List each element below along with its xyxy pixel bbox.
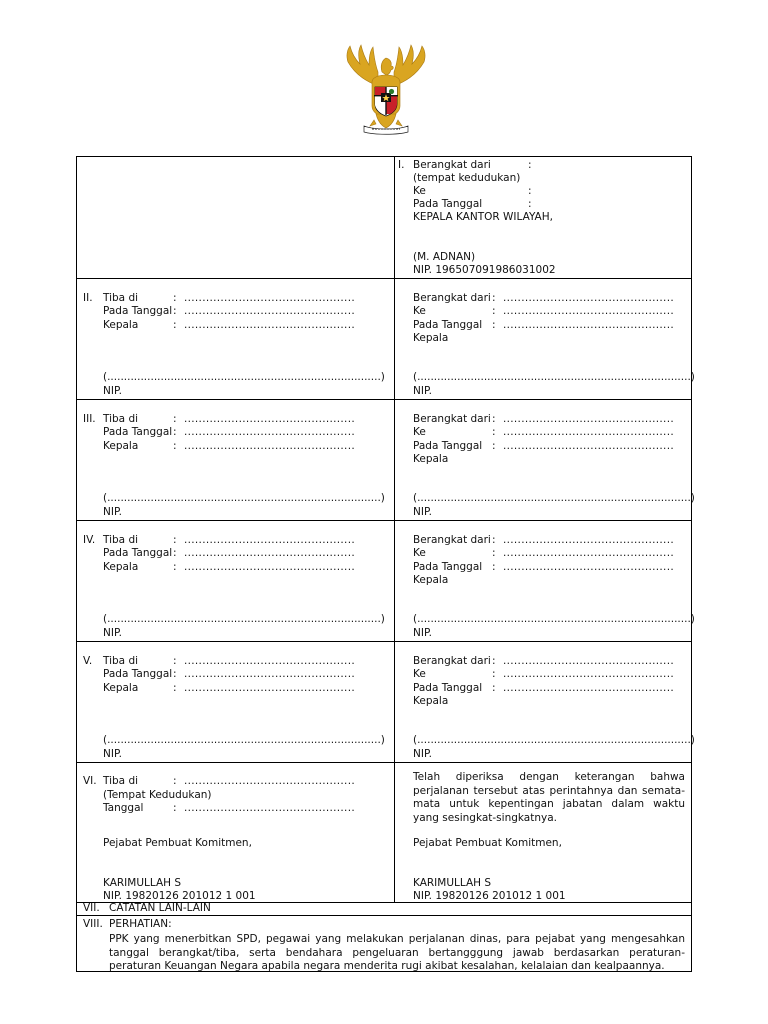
colon: : <box>173 426 177 438</box>
section-number: VIII. <box>83 918 103 930</box>
fill-line: ............................................... <box>184 440 355 452</box>
section-7-row <box>77 903 691 916</box>
signature-line: (..................................................................................) <box>413 734 695 746</box>
signatory-name: KARIMULLAH S <box>413 877 492 889</box>
fill-line: ............................................... <box>184 775 355 787</box>
section-1-empty-cell <box>77 157 395 278</box>
fill-line: ............................................... <box>184 802 355 814</box>
nip-label: NIP. <box>103 506 122 518</box>
pada-tanggal-label: Pada Tanggal <box>103 668 173 680</box>
arrival-cell <box>77 521 395 641</box>
signatory-nip: NIP. 19820126 201012 1 001 <box>413 890 566 902</box>
colon: : <box>528 185 532 197</box>
berangkat-dari-label: Berangkat dari <box>413 159 491 171</box>
ke-label: Ke <box>413 305 426 317</box>
fill-line: ............................................... <box>184 319 355 331</box>
signature-line: (..................................................................................) <box>103 492 385 504</box>
signatory-nip: NIP. 196507091986031002 <box>413 264 556 276</box>
departure-cell <box>395 642 695 762</box>
kepala-label: Kepala <box>103 561 139 573</box>
office-title: KEPALA KANTOR WILAYAH, <box>413 211 553 223</box>
colon: : <box>492 440 496 452</box>
colon: : <box>492 561 496 573</box>
colon: : <box>173 305 177 317</box>
section-6-row <box>77 763 691 903</box>
section-number: VI. <box>83 775 97 787</box>
fill-line: ............................................... <box>503 440 674 452</box>
perhatian-text: PPK yang menerbitkan SPD, pegawai yang melakukan perjalanan dinas, para pejabat yang mengesahkan tanggal berangkat/tiba, serta bendahara pengeluaran bertangggung jawab berdasarkan peraturan-peraturan Keuangan Negara apabila negara menderita rugi akibat kesalahan, kelalaian dan kealpaannya. <box>109 933 685 972</box>
colon: : <box>492 682 496 694</box>
section-4-row <box>77 521 695 642</box>
colon: : <box>492 292 496 304</box>
fill-line: ............................................... <box>503 561 674 573</box>
kepala-label: Kepala <box>103 319 139 331</box>
section-1-row <box>77 157 691 279</box>
signatory-nip: NIP. 19820126 201012 1 001 <box>103 890 256 902</box>
colon: : <box>492 305 496 317</box>
nip-label: NIP. <box>413 506 432 518</box>
colon: : <box>492 655 496 667</box>
fill-line: ............................................... <box>503 534 674 546</box>
section-2-row <box>77 279 695 400</box>
section-number: I. <box>398 159 405 171</box>
kepala-label: Kepala <box>413 453 449 465</box>
colon: : <box>173 802 177 814</box>
section-1-cell <box>395 157 691 278</box>
colon: : <box>492 426 496 438</box>
fill-line: ............................................... <box>184 655 355 667</box>
fill-line: ............................................... <box>184 426 355 438</box>
fill-line: ............................................... <box>503 655 674 667</box>
section-number: III. <box>83 413 96 425</box>
fill-line: ............................................... <box>503 426 674 438</box>
colon: : <box>173 655 177 667</box>
fill-line: ............................................... <box>184 413 355 425</box>
colon: : <box>173 668 177 680</box>
ke-label: Ke <box>413 547 426 559</box>
nip-label: NIP. <box>413 385 432 397</box>
fill-line: ............................................... <box>503 547 674 559</box>
tiba-di-label: Tiba di <box>103 534 139 546</box>
fill-line: ............................................... <box>503 319 674 331</box>
kepala-label: Kepala <box>103 682 139 694</box>
fill-line: ............................................... <box>184 561 355 573</box>
fill-line: ............................................... <box>503 305 674 317</box>
fill-line: ............................................... <box>503 413 674 425</box>
signature-line: (..................................................................................) <box>413 613 695 625</box>
fill-line: ............................................... <box>184 547 355 559</box>
ke-label: Ke <box>413 426 426 438</box>
signatory-name: KARIMULLAH S <box>103 877 182 889</box>
tiba-di-label: Tiba di <box>103 413 139 425</box>
tempat-kedudukan-label: (Tempat Kedudukan) <box>103 789 212 801</box>
ke-label: Ke <box>413 668 426 680</box>
arrival-cell <box>77 400 395 520</box>
pada-tanggal-label: Pada Tanggal <box>413 682 483 694</box>
berangkat-dari-label: Berangkat dari <box>413 534 491 546</box>
departure-cell <box>395 279 695 399</box>
colon: : <box>492 534 496 546</box>
signature-line: (..................................................................................) <box>413 492 695 504</box>
fill-line: ............................................... <box>503 668 674 680</box>
tanggal-label: Tanggal <box>103 802 144 814</box>
kepala-label: Kepala <box>413 574 449 586</box>
fill-line: ............................................... <box>184 534 355 546</box>
berangkat-dari-label: Berangkat dari <box>413 413 491 425</box>
colon: : <box>173 682 177 694</box>
return-cell <box>77 763 395 902</box>
nip-label: NIP. <box>413 627 432 639</box>
nip-label: NIP. <box>103 385 122 397</box>
fill-line: ............................................... <box>184 682 355 694</box>
colon: : <box>173 547 177 559</box>
colon: : <box>173 413 177 425</box>
section-number: IV. <box>83 534 96 546</box>
catatan-label: CATATAN LAIN-LAIN <box>109 902 211 914</box>
signature-line: (..................................................................................) <box>103 371 385 383</box>
arrival-cell <box>77 642 395 762</box>
kepala-label: Kepala <box>413 332 449 344</box>
colon: : <box>492 547 496 559</box>
pada-tanggal-label: Pada Tanggal <box>413 561 483 573</box>
section-number: II. <box>83 292 93 304</box>
pada-tanggal-label: Pada Tanggal <box>413 198 483 210</box>
pada-tanggal-label: Pada Tanggal <box>103 426 173 438</box>
fill-line: ............................................... <box>184 305 355 317</box>
berangkat-dari-label: Berangkat dari <box>413 655 491 667</box>
colon: : <box>173 534 177 546</box>
verification-cell <box>395 763 691 902</box>
pejabat-title: Pejabat Pembuat Komitmen, <box>103 837 252 849</box>
colon: : <box>492 413 496 425</box>
tempat-kedudukan-label: (tempat kedudukan) <box>413 172 521 184</box>
nip-label: NIP. <box>103 748 122 760</box>
departure-cell <box>395 521 695 641</box>
tiba-di-label: Tiba di <box>103 775 139 787</box>
colon: : <box>173 292 177 304</box>
nip-label: NIP. <box>103 627 122 639</box>
colon: : <box>173 319 177 331</box>
section-5-row <box>77 642 695 763</box>
kepala-label: Kepala <box>413 695 449 707</box>
pada-tanggal-label: Pada Tanggal <box>103 547 173 559</box>
nip-label: NIP. <box>413 748 432 760</box>
signature-line: (..................................................................................) <box>103 734 385 746</box>
pada-tanggal-label: Pada Tanggal <box>413 440 483 452</box>
colon: : <box>528 198 532 210</box>
ke-label: Ke <box>413 185 426 197</box>
verification-statement: Telah diperiksa dengan keterangan bahwa perjalanan tersebut atas perintahnya dan semata-mata untuk kepentingan jabatan dalam waktu yang sesingkat-singkatnya. <box>413 771 685 824</box>
garuda-emblem-icon <box>338 42 434 136</box>
tiba-di-label: Tiba di <box>103 292 139 304</box>
fill-line: ............................................... <box>184 668 355 680</box>
signature-line: (..................................................................................) <box>103 613 385 625</box>
kepala-label: Kepala <box>103 440 139 452</box>
signature-line: (..................................................................................) <box>413 371 695 383</box>
perhatian-label: PERHATIAN: <box>109 918 172 930</box>
section-8-row <box>77 916 691 971</box>
colon: : <box>173 775 177 787</box>
colon: : <box>528 159 532 171</box>
colon: : <box>173 561 177 573</box>
section-number: VII. <box>83 902 100 914</box>
colon: : <box>492 319 496 331</box>
section-3-row <box>77 400 695 521</box>
fill-line: ............................................... <box>503 682 674 694</box>
pada-tanggal-label: Pada Tanggal <box>413 319 483 331</box>
fill-line: ............................................... <box>503 292 674 304</box>
tiba-di-label: Tiba di <box>103 655 139 667</box>
arrival-cell <box>77 279 395 399</box>
departure-cell <box>395 400 695 520</box>
colon: : <box>173 440 177 452</box>
colon: : <box>492 668 496 680</box>
pada-tanggal-label: Pada Tanggal <box>103 305 173 317</box>
section-number: V. <box>83 655 93 667</box>
berangkat-dari-label: Berangkat dari <box>413 292 491 304</box>
pejabat-title: Pejabat Pembuat Komitmen, <box>413 837 562 849</box>
fill-line: ............................................... <box>184 292 355 304</box>
spd-form-table <box>76 156 695 972</box>
signatory-name: (M. ADNAN) <box>413 251 476 263</box>
